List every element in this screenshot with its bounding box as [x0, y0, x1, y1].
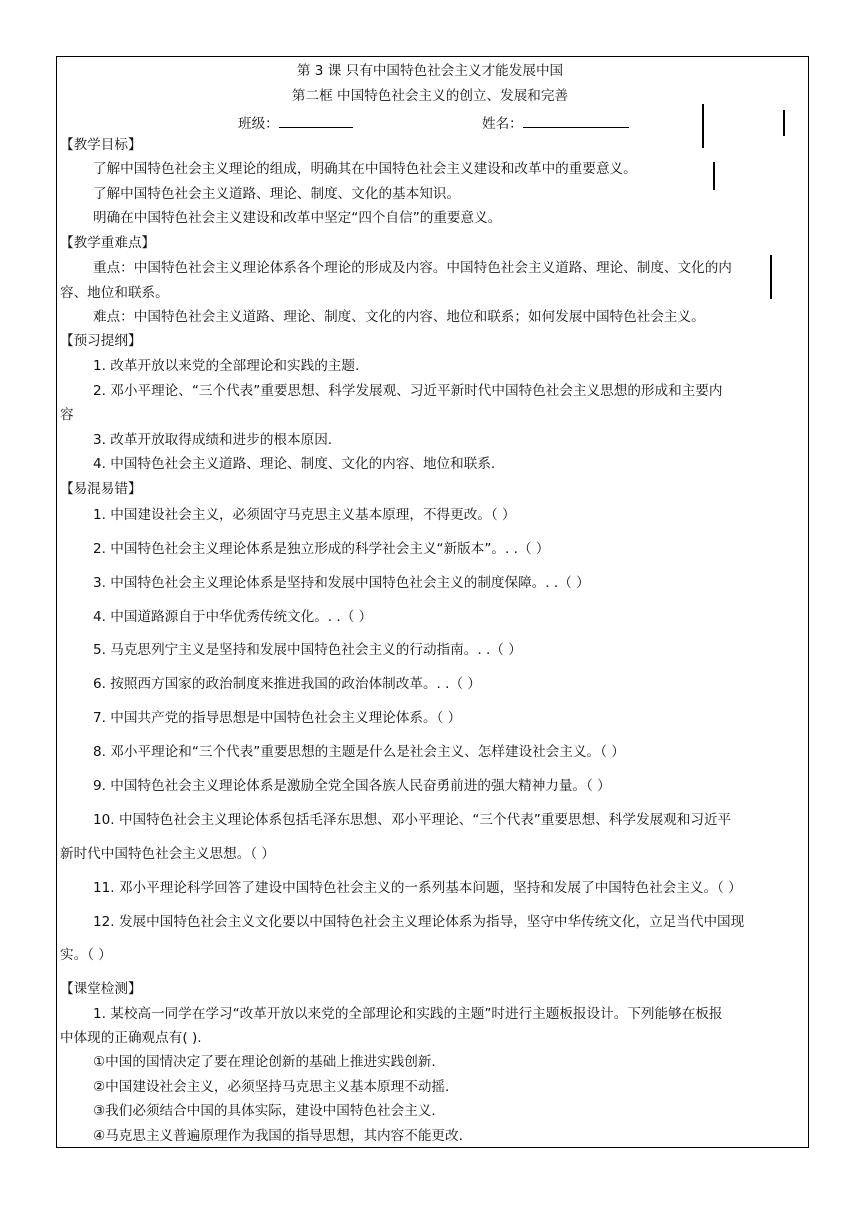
true-false-question: 8. 邓小平理论和“三个代表”重要思想的主题是什么是社会主义、怎样建设社会主义。（ ）: [93, 744, 625, 760]
focus-line: 容、地位和联系。: [60, 285, 169, 301]
scan-mark: [702, 104, 704, 148]
true-false-question: 1. 中国建设社会主义，必须固守马克思主义基本原理，不得更改。（ ）: [93, 507, 516, 523]
true-false-question: 2. 中国特色社会主义理论体系是独立形成的科学社会主义“新版本”。. .（ ）: [93, 541, 550, 557]
test-question: 1. 某校高一同学在学习“改革开放以来党的全部理论和实践的主题”时进行主题板报设计。下列能够在板报: [93, 1006, 723, 1022]
scan-mark: [783, 110, 785, 136]
true-false-question: 实。（ ）: [60, 947, 112, 963]
lesson-subtitle: 第二框 中国特色社会主义的创立、发展和完善: [291, 88, 569, 104]
lesson-title: 第 3 课 只有中国特色社会主义才能发展中国: [296, 63, 564, 79]
objectives-heading: 【教学目标】: [60, 137, 142, 153]
true-false-question: 5. 马克思列宁主义是坚持和发展中国特色社会主义的行动指南。. .（ ）: [93, 642, 522, 658]
class-blank[interactable]: [279, 113, 353, 128]
name-label: 姓名：: [482, 116, 523, 132]
objective-item: 了解中国特色社会主义理论的组成，明确其在中国特色社会主义建设和改革中的重要意义。: [93, 161, 637, 177]
objective-item: 明确在中国特色社会主义建设和改革中坚定“四个自信”的重要意义。: [93, 210, 502, 226]
true-false-question: 6. 按照西方国家的政治制度来推进我国的政治体制改革。. .（ ）: [93, 676, 482, 692]
difficulty-line: 难点：中国特色社会主义道路、理论、制度、文化的内容、地位和联系；如何发展中国特色社会主义。: [93, 309, 705, 325]
test-option: ②中国建设社会主义，必须坚持马克思主义基本原理不动摇.: [93, 1079, 450, 1095]
true-false-question: 3. 中国特色社会主义理论体系是坚持和发展中国特色社会主义的制度保障。. .（ ）: [93, 575, 590, 591]
scan-mark: [713, 162, 715, 190]
preview-item: 2. 邓小平理论、“三个代表”重要思想、科学发展观、习近平新时代中国特色社会主义思想的形成和主要内: [93, 383, 723, 399]
test-option: ①中国的国情决定了要在理论创新的基础上推进实践创新.: [93, 1054, 436, 1070]
preview-item: 容: [60, 407, 74, 423]
preview-item: 1. 改革开放以来党的全部理论和实践的主题.: [93, 358, 360, 374]
class-field: [238, 113, 353, 132]
preview-heading: 【预习提纲】: [60, 333, 142, 349]
true-false-question: 4. 中国道路源自于中华优秀传统文化。. .（ ）: [93, 609, 373, 625]
scan-mark: [770, 255, 772, 299]
preview-item: 4. 中国特色社会主义道路、理论、制度、文化的内容、地位和联系.: [93, 456, 496, 472]
objective-item: 了解中国特色社会主义道路、理论、制度、文化的基本知识。: [93, 186, 461, 202]
classroom-test-heading: 【课堂检测】: [60, 981, 142, 997]
focus-line: 重点：中国特色社会主义理论体系各个理论的形成及内容。中国特色社会主义道路、理论、制度、文化的内: [93, 260, 732, 276]
true-false-question: 11. 邓小平理论科学回答了建设中国特色社会主义的一系列基本问题，坚持和发展了中国特色社会主义。（ ）: [93, 880, 742, 896]
confusions-heading: 【易混易错】: [60, 481, 142, 497]
test-option: ③我们必须结合中国的具体实际，建设中国特色社会主义.: [93, 1103, 436, 1119]
test-question: 中体现的正确观点有( ).: [60, 1030, 202, 1046]
preview-item: 3. 改革开放取得成绩和进步的根本原因.: [93, 432, 333, 448]
name-field: [482, 113, 629, 132]
key-points-heading: 【教学重难点】: [60, 235, 156, 251]
true-false-question: 新时代中国特色社会主义思想。（ ）: [60, 846, 276, 862]
true-false-question: 12. 发展中国特色社会主义文化要以中国特色社会主义理论体系为指导，坚守中华传统文化，立足当代中国现: [93, 914, 745, 930]
test-option: ④马克思主义普遍原理作为我国的指导思想，其内容不能更改.: [93, 1128, 463, 1144]
class-label: 班级：: [238, 116, 279, 132]
true-false-question: 7. 中国共产党的指导思想是中国特色社会主义理论体系。（ ）: [93, 710, 462, 726]
name-blank[interactable]: [523, 113, 629, 128]
true-false-question: 10. 中国特色社会主义理论体系包括毛泽东思想、邓小平理论、“三个代表”重要思想、科学发展观和习近平: [93, 812, 732, 828]
true-false-question: 9. 中国特色社会主义理论体系是激励全党全国各族人民奋勇前进的强大精神力量。（ ）: [93, 778, 611, 794]
